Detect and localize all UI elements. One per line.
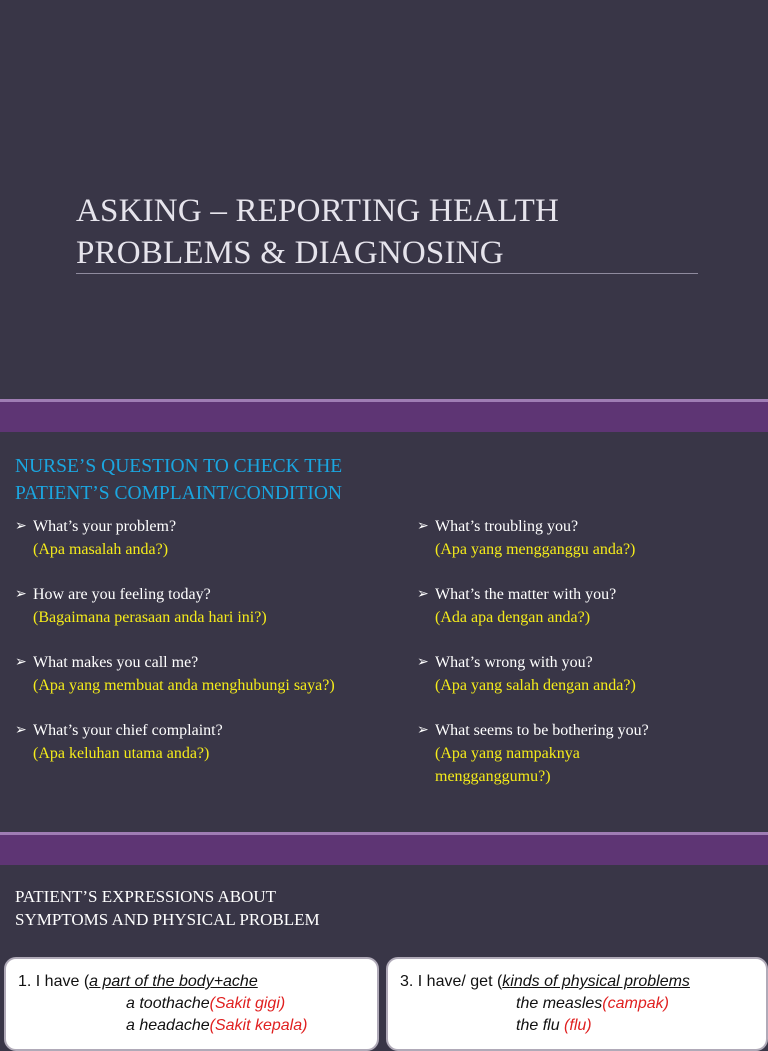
question-item — [417, 651, 767, 697]
title-slide — [0, 0, 768, 400]
question-english: What’s your chief complaint? — [33, 722, 223, 739]
question-english: How are you feeling today? — [33, 586, 211, 603]
heading-line-2: SYMPTOMS AND PHYSICAL PROBLEM — [15, 910, 320, 929]
card-pattern: a part of the body+ache — [89, 973, 258, 990]
question-english: What’s troubling you? — [435, 518, 579, 535]
title-underline — [76, 273, 698, 274]
bullet-arrow-icon: ➢ — [15, 519, 27, 534]
bullet-arrow-icon: ➢ — [417, 655, 429, 670]
card-example — [126, 995, 285, 1013]
question-item — [417, 583, 767, 629]
example-translation: (Sakit gigi) — [209, 995, 286, 1012]
slide-title — [76, 190, 696, 274]
example-english: a headache — [126, 1017, 210, 1034]
example-english: the measles — [516, 995, 603, 1012]
question-translation: (Apa masalah anda?) — [33, 541, 169, 558]
slide-title-line-1: ASKING – REPORTING HEALTH — [76, 193, 560, 229]
patient-expressions-heading — [15, 885, 435, 931]
bullet-arrow-icon: ➢ — [417, 519, 429, 534]
example-english: a toothache — [126, 995, 210, 1012]
expression-card-3 — [386, 957, 768, 1051]
question-item — [15, 719, 395, 765]
card-pattern-line — [18, 973, 258, 991]
card-example — [516, 995, 669, 1013]
nurse-questions-heading — [15, 453, 435, 507]
example-translation: (Sakit kepala) — [209, 1017, 308, 1034]
heading-line-2: PATIENT’S COMPLAINT/CONDITION — [15, 483, 342, 504]
question-item — [417, 515, 767, 561]
slide-divider — [0, 402, 768, 432]
question-translation: (Ada apa dengan anda?) — [435, 609, 591, 626]
example-translation: (campak) — [602, 995, 669, 1012]
question-english: What makes you call me? — [33, 654, 199, 671]
card-example — [516, 1017, 592, 1035]
bullet-arrow-icon: ➢ — [417, 723, 429, 738]
card-pattern: kinds of physical problems — [502, 973, 690, 990]
card-prefix: 3. I have/ get ( — [400, 973, 503, 990]
bullet-arrow-icon: ➢ — [15, 655, 27, 670]
question-translation: (Apa yang salah dengan anda?) — [435, 677, 636, 694]
question-translation: (Apa yang membuat anda menghubungi saya?) — [33, 677, 335, 694]
heading-line-1: PATIENT’S EXPRESSIONS ABOUT — [15, 887, 277, 906]
card-pattern-line — [400, 973, 690, 991]
question-translation: (Bagaimana perasaan anda hari ini?) — [33, 609, 267, 626]
question-english: What seems to be bothering you? — [435, 722, 649, 739]
question-item — [417, 719, 767, 788]
questions-right-column — [417, 515, 767, 810]
question-item — [15, 583, 395, 629]
question-translation: (Apa keluhan utama anda?) — [33, 745, 210, 762]
question-english: What’s wrong with you? — [435, 654, 593, 671]
questions-left-column — [15, 515, 395, 787]
question-translation: (Apa yang mengganggu anda?) — [435, 541, 636, 558]
bullet-arrow-icon: ➢ — [417, 587, 429, 602]
slide-divider — [0, 835, 768, 865]
bullet-arrow-icon: ➢ — [15, 587, 27, 602]
slide-title-line-2: PROBLEMS & DIAGNOSING — [76, 235, 504, 271]
example-translation: (flu) — [564, 1017, 592, 1034]
heading-line-1: NURSE’S QUESTION TO CHECK THE — [15, 456, 343, 477]
bullet-arrow-icon: ➢ — [15, 723, 27, 738]
expression-card-1 — [4, 957, 379, 1051]
question-translation: (Apa yang nampaknya mengganggumu?) — [435, 745, 580, 785]
question-item — [15, 651, 395, 697]
example-english: the flu — [516, 1017, 560, 1034]
card-example — [126, 1017, 307, 1035]
card-prefix: 1. I have ( — [18, 973, 90, 990]
question-english: What’s the matter with you? — [435, 586, 617, 603]
question-item — [15, 515, 395, 561]
question-english: What’s your problem? — [33, 518, 177, 535]
